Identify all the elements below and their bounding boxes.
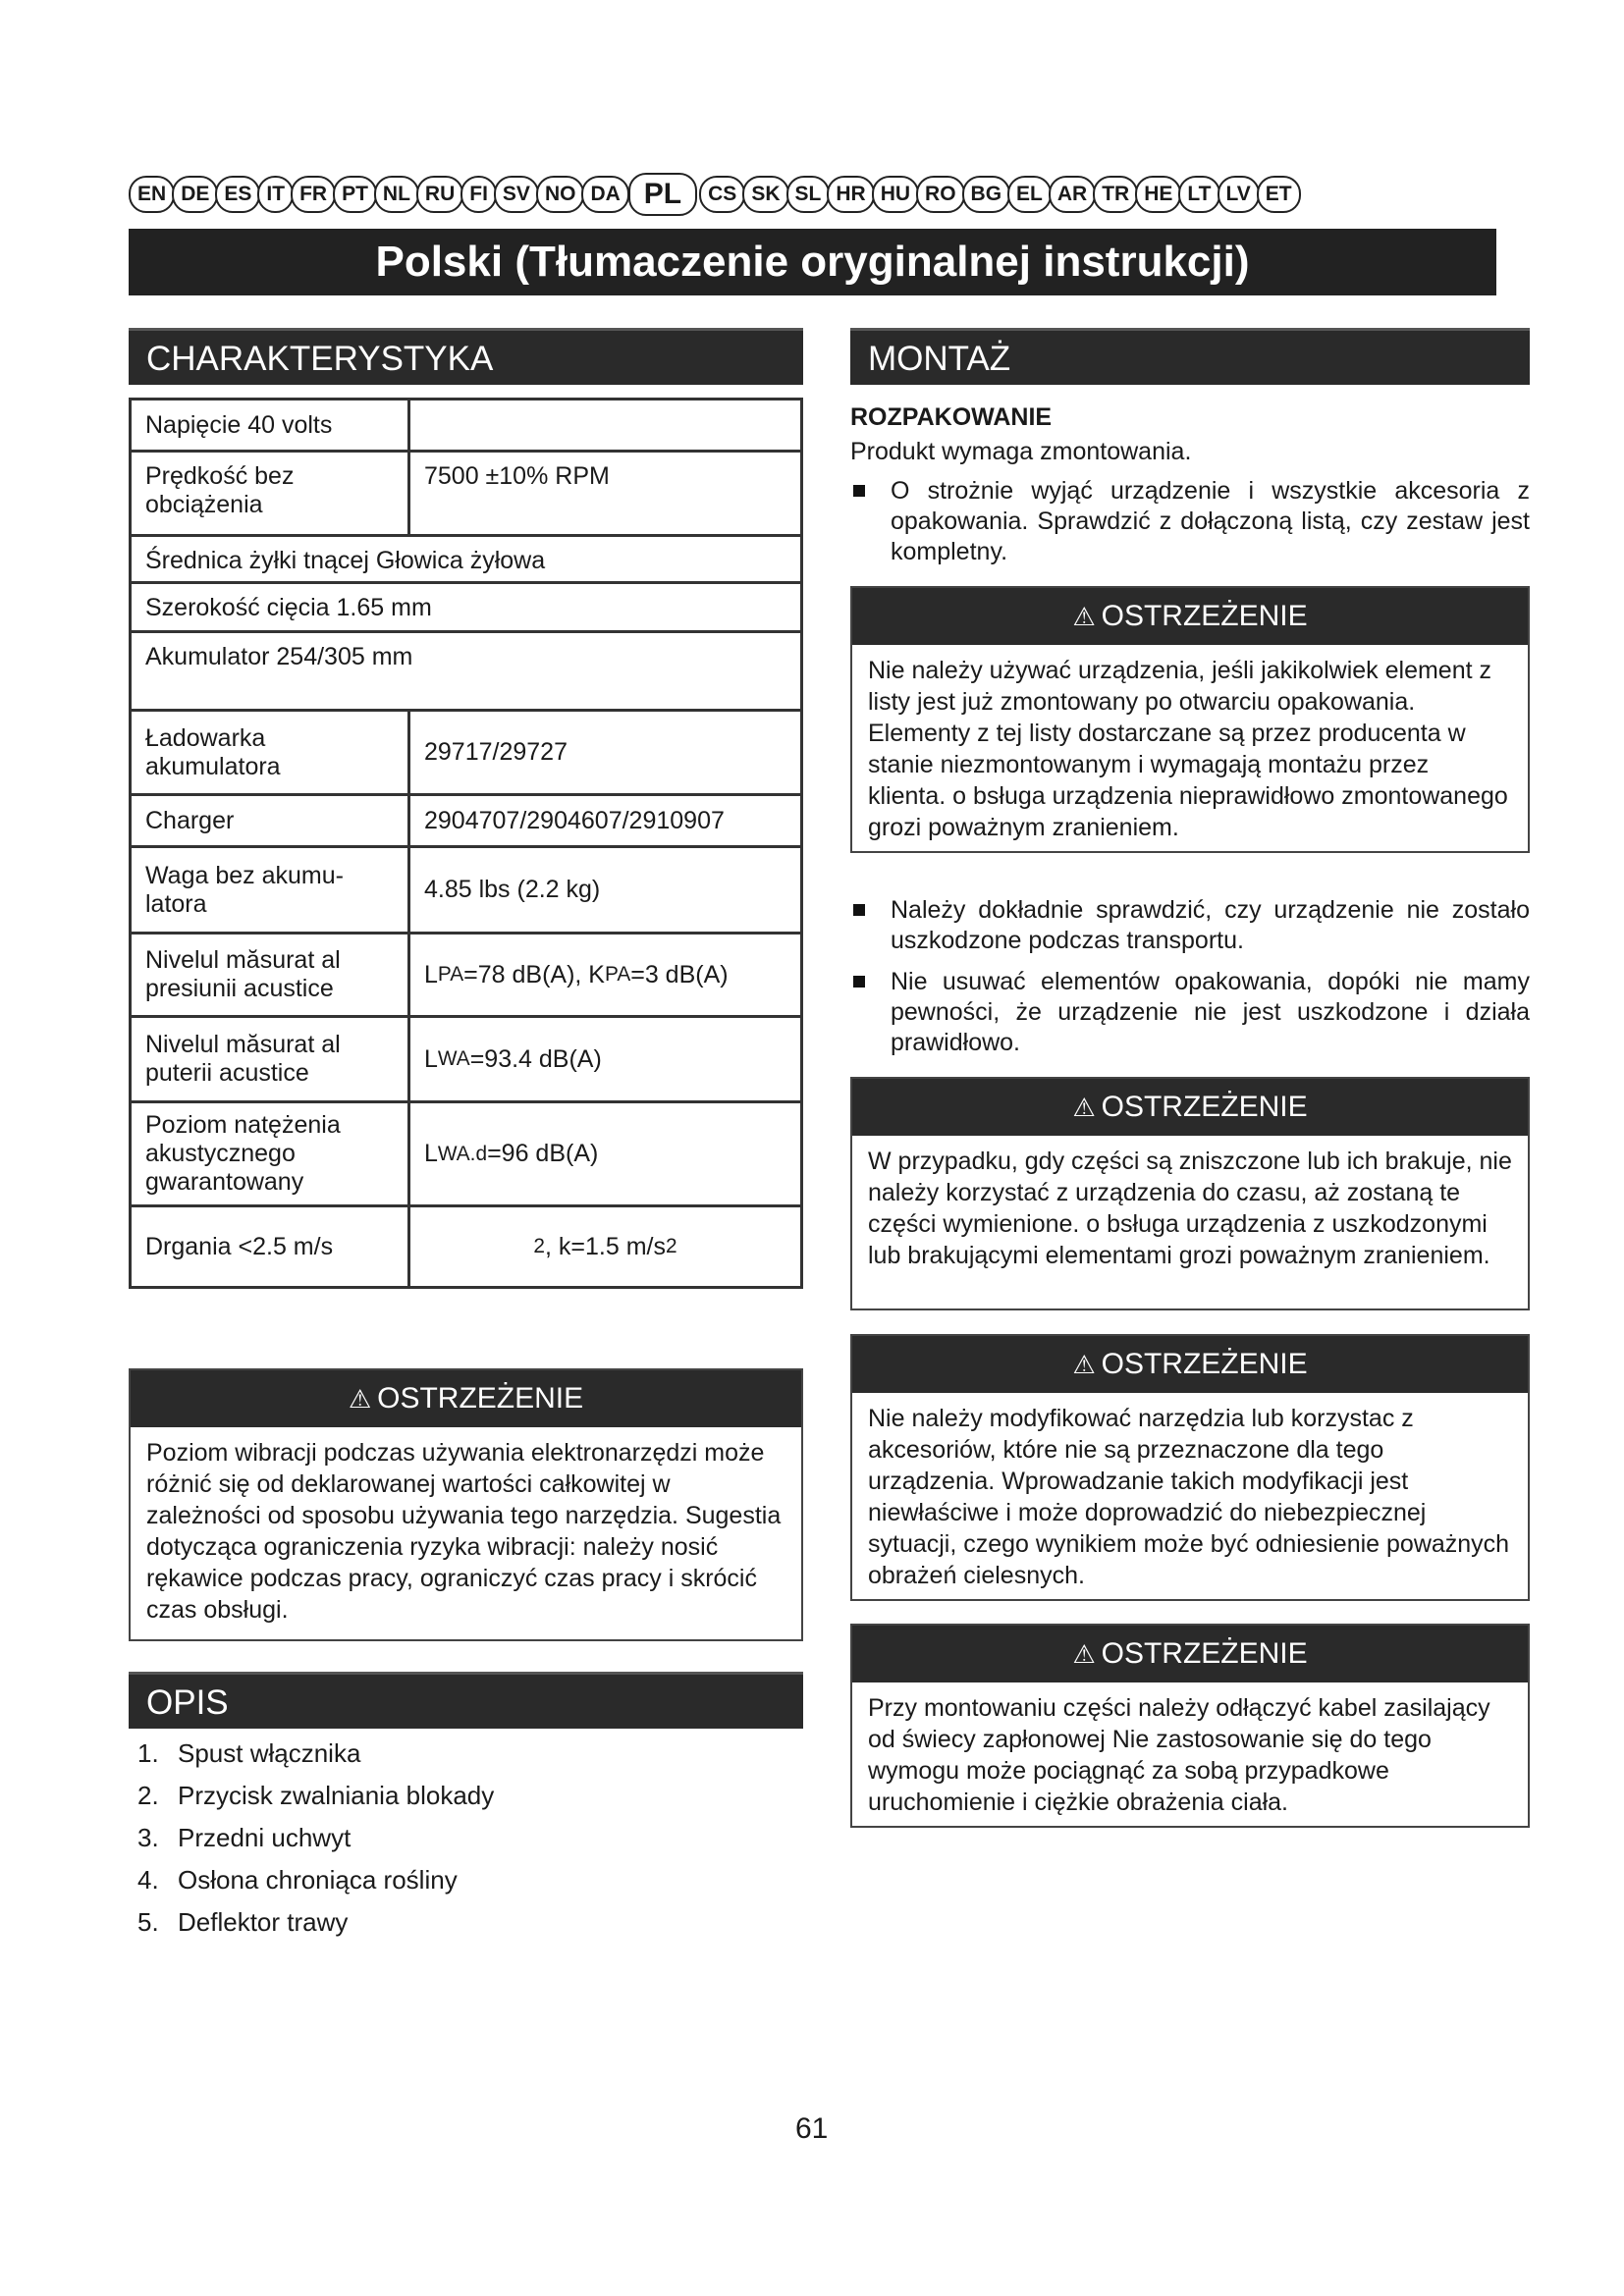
warning-triangle-icon: ⚠ [1072, 1639, 1096, 1669]
language-tab-fi: FI [460, 176, 497, 213]
characteristics-heading: CHARAKTERYSTYKA [129, 328, 803, 385]
language-tab-hu: HU [872, 176, 919, 213]
language-tab-el: EL [1007, 176, 1052, 213]
spec-row: Średnica żyłki tnącej Głowica żyłowa [132, 537, 800, 584]
language-tab-lt: LT [1178, 176, 1219, 213]
language-tab-pl: PL [628, 173, 697, 216]
spec-label: Ładowarka akumulatora [132, 712, 410, 793]
spec-label: Drgania <2.5 m/s [132, 1207, 410, 1286]
warning-box-1 [850, 586, 1530, 853]
warning-box-4 [850, 1624, 1530, 1828]
spec-table [129, 398, 803, 1289]
language-tabs [129, 173, 1496, 216]
spec-value: 29717/29727 [424, 738, 568, 766]
warning-heading: ⚠ OSTRZEŻENIE [131, 1370, 801, 1427]
spec-row: Szerokość cięcia 1.65 mm [132, 584, 800, 633]
warning-triangle-icon: ⚠ [1072, 1350, 1096, 1379]
warning-box-2 [850, 1077, 1530, 1310]
spec-label: Poziom natężenia akustycznego gwarantowany [132, 1103, 410, 1204]
list-item: 3. Przedni uchwyt [137, 1823, 352, 1852]
unpacking-intro: Produkt wymaga zmontowania. [850, 438, 1192, 465]
spec-row: Akumulator 254/305 mm [132, 633, 800, 712]
spec-row [132, 1018, 800, 1103]
warning-heading: ⚠ OSTRZEŻENIE [852, 1336, 1528, 1393]
language-tab-tr: TR [1093, 176, 1138, 213]
spec-row [132, 796, 800, 848]
language-tab-sk: SK [742, 176, 788, 213]
packaging-bullet: Nie usuwać elementów opakowania, dopóki nie mamy pewności, że urządzenie nie jest uszkodzone i działa prawidłowo. [850, 967, 1530, 1058]
warning-text: Przy montowaniu części należy odłączyć kabel zasilający od świecy zapłonowej Nie zastosowanie się do tego wymogu może pociągnąć za sobą przypadkowe uruchomienie i ciężkie obrażenia ciała. [868, 1694, 1490, 1816]
spec-row [132, 712, 800, 796]
warning-text: Poziom wibracji podczas używania elektronarzędzi może różnić się od deklarowanej wartości całkowitej w zależności od sposobu używania tego narzędzia. Sugestia dotycząca ograniczenia ryzyka wibracji: należy nosić rękawice podczas pracy, ograniczyć czas pracy i skrócić czas obsługi. [146, 1439, 782, 1624]
spec-value: L WA =93.4 dB(A) [424, 1044, 602, 1073]
vibration-warning [129, 1368, 803, 1641]
assembly-heading: MONTAŻ [850, 328, 1530, 385]
warning-triangle-icon: ⚠ [348, 1384, 372, 1414]
language-tab-hr: HR [827, 176, 874, 213]
bullet-square-icon [853, 904, 865, 916]
transport-bullet: Należy dokładnie sprawdzić, czy urządzenie nie zostało uszkodzone podczas transportu. [850, 895, 1530, 956]
spec-row [132, 1103, 800, 1207]
language-tab-es: ES [215, 176, 260, 213]
unpacking-bullet: O strożnie wyjąć urządzenie i wszystkie akcesoria z opakowania. Sprawdzić z dołączoną listą, czy zestaw jest kompletny. [850, 476, 1530, 567]
language-tab-lv: LV [1218, 176, 1260, 213]
spec-value: L WA.d =96 dB(A) [424, 1140, 599, 1167]
language-tab-ar: AR [1049, 176, 1096, 213]
page-number: 61 [795, 2112, 829, 2145]
language-tab-sl: SL [786, 176, 831, 213]
spec-label: Nivelul măsurat al presiunii acustice [132, 934, 410, 1015]
list-item: 4. Osłona chroniąca rośliny [137, 1865, 458, 1895]
spec-row [132, 934, 800, 1018]
language-tab-pt: PT [333, 176, 377, 213]
language-tab-ru: RU [416, 176, 463, 213]
warning-triangle-icon: ⚠ [1072, 602, 1096, 631]
warning-text: Nie należy używać urządzenia, jeśli jakikolwiek element z listy jest już zmontowany po otwarciu opakowania. Elementy z tej listy dostarczane są przez producenta w stanie niezmontowanym i wymagają montażu przez klienta. o bsługa urządzenia nieprawidłowo zmontowanego grozi poważnym zranieniem. [868, 657, 1508, 841]
description-heading: OPIS [129, 1672, 803, 1729]
language-tab-he: HE [1135, 176, 1181, 213]
page-title: Polski (Tłumaczenie oryginalnej instrukcji) [129, 229, 1496, 295]
bullet-square-icon [853, 485, 865, 497]
spec-label: Napięcie 40 volts [132, 400, 410, 450]
spec-row [132, 400, 800, 453]
unpacking-heading: ROZPAKOWANIE [850, 403, 1053, 431]
list-item: 2. Przycisk zwalniania blokady [137, 1781, 495, 1810]
warning-text: W przypadku, gdy części są zniszczone lub ich brakuje, nie należy korzystać z urządzenia do czasu, aż zostaną te części wymienione. o bsługa urządzenia z uszkodzonymi lub brakującymi elementami grozi poważnym zranieniem. [868, 1148, 1512, 1269]
language-tab-ro: RO [916, 176, 965, 213]
spec-value: 2904707/2904607/2910907 [424, 806, 725, 834]
description-list [137, 1733, 727, 1944]
spec-row [132, 848, 800, 934]
language-tab-sv: SV [494, 176, 539, 213]
warning-heading: ⚠ OSTRZEŻENIE [852, 1079, 1528, 1136]
spec-value: L PA =78 dB(A), K PA =3 dB(A) [424, 960, 729, 988]
language-tab-nl: NL [374, 176, 419, 213]
warning-box-3 [850, 1334, 1530, 1601]
language-tab-it: IT [257, 176, 294, 213]
spec-row [132, 1207, 800, 1286]
warning-triangle-icon: ⚠ [1072, 1093, 1096, 1122]
language-tab-da: DA [581, 176, 628, 213]
spec-row [132, 453, 800, 537]
language-tab-cs: CS [699, 176, 745, 213]
spec-value: 4.85 lbs (2.2 kg) [424, 876, 601, 903]
bullet-square-icon [853, 976, 865, 988]
warning-text: Nie należy modyfikować narzędzia lub korzystac z akcesoriów, które nie są przeznaczone dla tego urządzenia. Wprowadzanie takich modyfikacji jest niewłaściwe i może doprowadzić do niebezpiecznej sytuacji, czego wynikiem może być odniesienie poważnych obrażeń cielesnych. [868, 1405, 1510, 1589]
spec-label: Charger [132, 796, 410, 845]
language-tab-en: EN [129, 176, 175, 213]
language-tab-et: ET [1257, 176, 1301, 213]
warning-heading: ⚠ OSTRZEŻENIE [852, 1626, 1528, 1682]
spec-label: Prędkość bez obciążenia [132, 453, 410, 534]
language-tab-fr: FR [291, 176, 336, 213]
spec-label: Nivelul măsurat al puterii acustice [132, 1018, 410, 1100]
language-tab-bg: BG [962, 176, 1011, 213]
language-tab-no: NO [536, 176, 585, 213]
spec-value: 7500 ±10% RPM [424, 462, 610, 490]
list-item: 1. Spust włącznika [137, 1738, 361, 1768]
spec-value: 2 , k=1.5 m/s 2 [533, 1232, 677, 1260]
spec-value [410, 400, 800, 450]
warning-heading: ⚠ OSTRZEŻENIE [852, 588, 1528, 645]
spec-label: Waga bez akumu- latora [132, 848, 410, 932]
list-item: 5. Deflektor trawy [137, 1907, 349, 1937]
language-tab-de: DE [172, 176, 218, 213]
